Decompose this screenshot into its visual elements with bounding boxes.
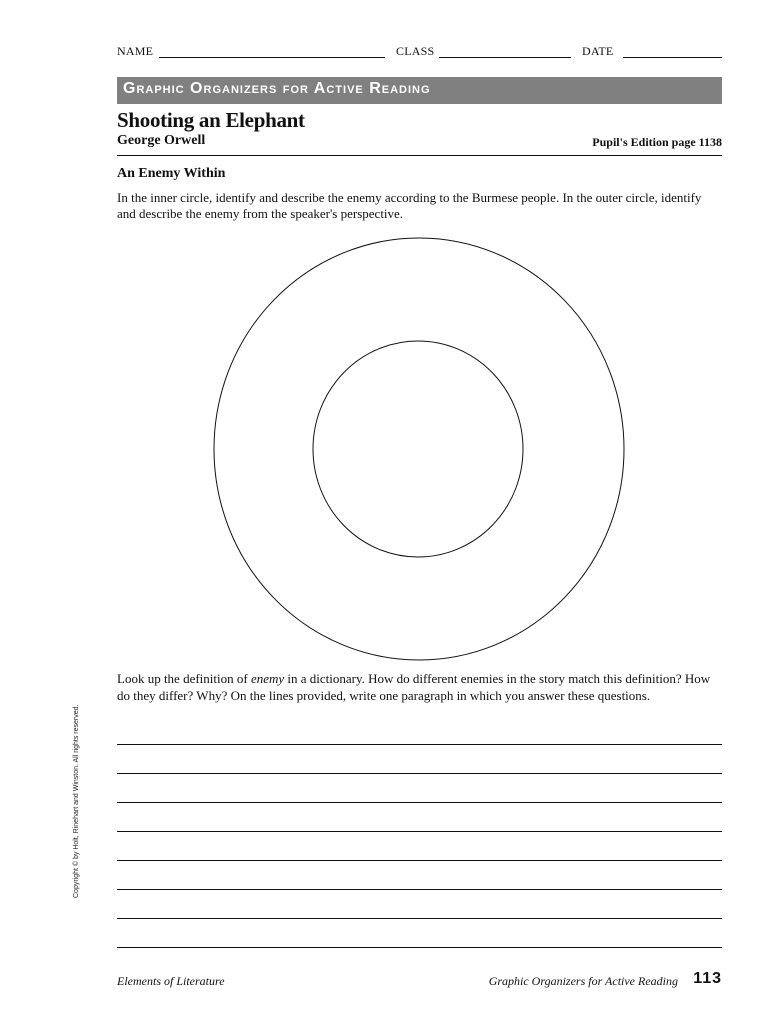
answer-line[interactable]	[117, 744, 722, 745]
banner-title: Graphic Organizers for Active Reading	[123, 80, 431, 97]
date-label: DATE	[582, 44, 614, 58]
answer-line[interactable]	[117, 773, 722, 774]
footer-section-title: Graphic Organizers for Active Reading	[488, 974, 678, 988]
outer-circle[interactable]	[214, 238, 624, 660]
footer-book-title: Elements of Literature	[117, 974, 225, 988]
inner-circle[interactable]	[313, 341, 523, 557]
activity-instructions: In the inner circle, identify and describe the enemy according to the Burmese people. In the outer circle, identify and describe the enemy from the speaker's perspective.	[117, 190, 702, 221]
title-divider	[117, 155, 722, 156]
page-number: 113	[693, 970, 722, 987]
writing-prompt	[117, 670, 722, 704]
answer-line[interactable]	[117, 947, 722, 948]
page-reference: Pupil's Edition page 1138	[592, 135, 722, 149]
activity-heading: An Enemy Within	[117, 166, 226, 181]
answer-line[interactable]	[117, 802, 722, 803]
class-label: CLASS	[396, 44, 435, 58]
name-label: NAME	[117, 44, 154, 58]
concentric-circles-organizer	[212, 237, 626, 665]
prompt-text-part2: in a dictionary. How do different enemies in the story match this definition? How do they differ? Why? On the lines provided, write one paragraph in which you answer these questions.	[117, 671, 711, 703]
copyright-notice: Copyright © by Holt, Rinehart and Winston. All rights reserved.	[73, 704, 80, 898]
section-banner	[117, 77, 722, 104]
answer-line[interactable]	[117, 860, 722, 861]
date-field-line[interactable]	[623, 57, 722, 58]
name-field-line[interactable]	[159, 57, 385, 58]
work-author: George Orwell	[117, 133, 206, 148]
answer-line[interactable]	[117, 889, 722, 890]
class-field-line[interactable]	[439, 57, 571, 58]
prompt-text-part1: Look up the definition of	[117, 671, 251, 686]
answer-line[interactable]	[117, 831, 722, 832]
work-title: Shooting an Elephant	[117, 108, 305, 132]
student-info-fields	[117, 44, 722, 60]
answer-line[interactable]	[117, 918, 722, 919]
prompt-emphasis: enemy	[250, 671, 285, 686]
